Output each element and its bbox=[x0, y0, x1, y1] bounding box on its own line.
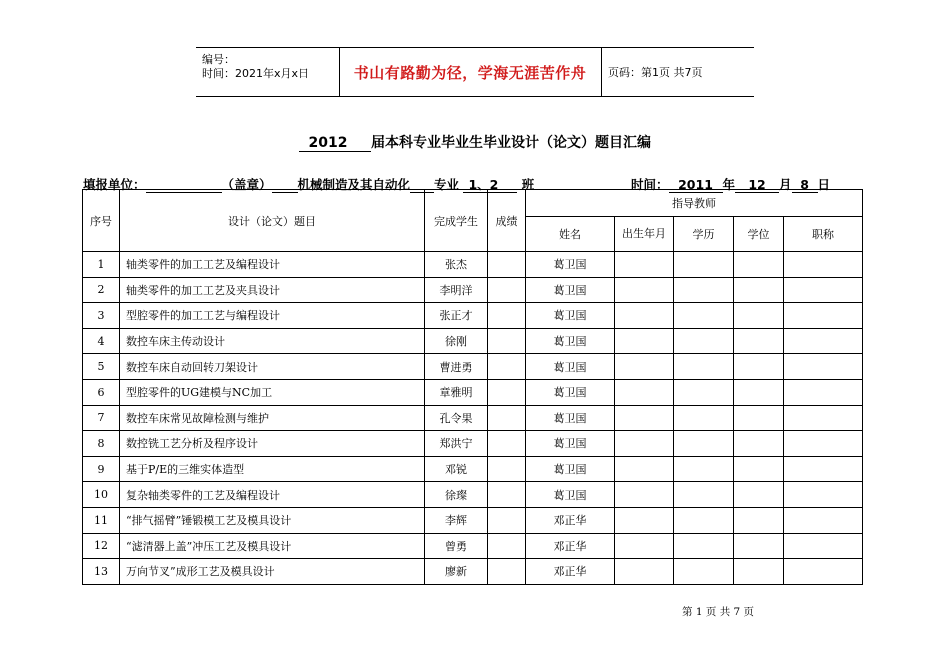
cell-topic: 型腔零件的UG建模与NC加工 bbox=[120, 379, 425, 405]
cell-student: 郑洪宁 bbox=[425, 431, 488, 457]
cell-no: 1 bbox=[83, 252, 120, 278]
cell-degree bbox=[734, 277, 784, 303]
cell-grade bbox=[488, 277, 526, 303]
cell-advisor-name: 邓正华 bbox=[526, 507, 615, 533]
cell-title bbox=[784, 431, 863, 457]
day-label: 日 bbox=[817, 177, 831, 192]
cell-education bbox=[674, 252, 734, 278]
header-meta bbox=[196, 48, 340, 96]
cell-title bbox=[784, 354, 863, 380]
table-row bbox=[83, 252, 863, 278]
title-text: 届本科专业毕业生毕业设计（论文）题目汇编 bbox=[371, 135, 651, 151]
cell-no: 5 bbox=[83, 354, 120, 380]
cell-grade bbox=[488, 303, 526, 329]
cell-birth bbox=[615, 303, 674, 329]
class-label: 班 bbox=[521, 177, 535, 192]
table-row bbox=[83, 559, 863, 585]
header-advisor-name: 姓名 bbox=[526, 217, 615, 252]
cell-advisor-name: 葛卫国 bbox=[526, 379, 615, 405]
header-no: 序号 bbox=[83, 190, 120, 252]
cell-no: 2 bbox=[83, 277, 120, 303]
cell-advisor-name: 邓正华 bbox=[526, 559, 615, 585]
header-title: 职称 bbox=[784, 217, 863, 252]
cell-advisor-name: 葛卫国 bbox=[526, 456, 615, 482]
header-advisor-group: 指导教师 bbox=[526, 190, 863, 217]
cell-no: 9 bbox=[83, 456, 120, 482]
header-student: 完成学生 bbox=[425, 190, 488, 252]
cell-degree bbox=[734, 431, 784, 457]
cell-title bbox=[784, 252, 863, 278]
cell-birth bbox=[615, 456, 674, 482]
document-time-label: 时间：2021年x月x日 bbox=[202, 67, 310, 80]
cell-student: 曹进勇 bbox=[425, 354, 488, 380]
cell-grade bbox=[488, 482, 526, 508]
cell-advisor-name: 葛卫国 bbox=[526, 328, 615, 354]
cell-student: 廖新 bbox=[425, 559, 488, 585]
document-number-label: 编号： bbox=[202, 53, 235, 66]
cell-no: 8 bbox=[83, 431, 120, 457]
cell-grade bbox=[488, 379, 526, 405]
cell-education bbox=[674, 379, 734, 405]
cell-grade bbox=[488, 559, 526, 585]
header-page-label: 页码：第1页 共7页 bbox=[608, 66, 703, 79]
year-value: 2011 bbox=[669, 177, 723, 193]
page-footer: 第 1 页 共 7 页 bbox=[682, 606, 755, 618]
cell-grade bbox=[488, 507, 526, 533]
topics-table bbox=[82, 189, 863, 585]
cell-no: 13 bbox=[83, 559, 120, 585]
cell-title bbox=[784, 405, 863, 431]
cell-grade bbox=[488, 252, 526, 278]
header-topic: 设计（论文）题目 bbox=[120, 190, 425, 252]
cell-degree bbox=[734, 507, 784, 533]
cell-advisor-name: 葛卫国 bbox=[526, 482, 615, 508]
table-row bbox=[83, 431, 863, 457]
cell-student: 张正才 bbox=[425, 303, 488, 329]
cell-birth bbox=[615, 405, 674, 431]
cell-no: 12 bbox=[83, 533, 120, 559]
cell-student: 李明洋 bbox=[425, 277, 488, 303]
cell-topic: “滤清器上盖”冲压工艺及模具设计 bbox=[120, 533, 425, 559]
cell-education bbox=[674, 328, 734, 354]
cell-topic: 数控车床常见故障检测与维护 bbox=[120, 405, 425, 431]
table-row bbox=[83, 456, 863, 482]
cell-topic: 基于P/E的三维实体造型 bbox=[120, 456, 425, 482]
month-value: 12 bbox=[735, 177, 779, 193]
page-title bbox=[0, 132, 950, 152]
cell-birth bbox=[615, 379, 674, 405]
cell-grade bbox=[488, 405, 526, 431]
cell-advisor-name: 葛卫国 bbox=[526, 252, 615, 278]
cell-no: 11 bbox=[83, 507, 120, 533]
cell-student: 曾勇 bbox=[425, 533, 488, 559]
cell-student: 张杰 bbox=[425, 252, 488, 278]
cell-student: 徐刚 bbox=[425, 328, 488, 354]
cell-education bbox=[674, 533, 734, 559]
cell-birth bbox=[615, 328, 674, 354]
cell-no: 3 bbox=[83, 303, 120, 329]
cell-grade bbox=[488, 533, 526, 559]
cell-degree bbox=[734, 303, 784, 329]
cell-advisor-name: 葛卫国 bbox=[526, 277, 615, 303]
cell-topic: 轴类零件的加工工艺及编程设计 bbox=[120, 252, 425, 278]
cell-degree bbox=[734, 559, 784, 585]
cell-topic: 万向节叉”成形工艺及模具设计 bbox=[120, 559, 425, 585]
cell-title bbox=[784, 328, 863, 354]
cell-degree bbox=[734, 354, 784, 380]
table-row bbox=[83, 379, 863, 405]
header-education: 学历 bbox=[674, 217, 734, 252]
cell-topic: 轴类零件的加工工艺及夹具设计 bbox=[120, 277, 425, 303]
table-row bbox=[83, 303, 863, 329]
cell-birth bbox=[615, 252, 674, 278]
cell-birth bbox=[615, 533, 674, 559]
cell-education bbox=[674, 431, 734, 457]
cell-degree bbox=[734, 482, 784, 508]
cell-grade bbox=[488, 354, 526, 380]
cell-education bbox=[674, 277, 734, 303]
table-row bbox=[83, 533, 863, 559]
cell-education bbox=[674, 405, 734, 431]
cell-student: 徐璨 bbox=[425, 482, 488, 508]
cell-title bbox=[784, 507, 863, 533]
cell-advisor-name: 葛卫国 bbox=[526, 431, 615, 457]
table-row bbox=[83, 354, 863, 380]
cell-no: 7 bbox=[83, 405, 120, 431]
stamp-label: （盖章） bbox=[221, 177, 272, 192]
cell-no: 6 bbox=[83, 379, 120, 405]
cell-advisor-name: 葛卫国 bbox=[526, 354, 615, 380]
cell-grade bbox=[488, 328, 526, 354]
header-degree: 学位 bbox=[734, 217, 784, 252]
cell-degree bbox=[734, 379, 784, 405]
cell-no: 4 bbox=[83, 328, 120, 354]
cell-topic: 数控铣工艺分析及程序设计 bbox=[120, 431, 425, 457]
table-row bbox=[83, 507, 863, 533]
document-header bbox=[196, 47, 754, 97]
year-label: 年 bbox=[722, 177, 736, 192]
cell-degree bbox=[734, 252, 784, 278]
table-row bbox=[83, 328, 863, 354]
cell-degree bbox=[734, 456, 784, 482]
title-year: 2012 bbox=[299, 136, 357, 152]
cell-education bbox=[674, 507, 734, 533]
header-motto: 书山有路勤为径，学海无涯苦作舟 bbox=[339, 48, 602, 96]
cell-birth bbox=[615, 431, 674, 457]
cell-title bbox=[784, 277, 863, 303]
cell-title bbox=[784, 559, 863, 585]
cell-title bbox=[784, 482, 863, 508]
day-value: 8 bbox=[792, 177, 818, 193]
cell-education bbox=[674, 303, 734, 329]
cell-birth bbox=[615, 354, 674, 380]
table-row bbox=[83, 482, 863, 508]
cell-degree bbox=[734, 328, 784, 354]
cell-education bbox=[674, 456, 734, 482]
cell-birth bbox=[615, 482, 674, 508]
cell-topic: “排气摇臂”锤锻模工艺及模具设计 bbox=[120, 507, 425, 533]
cell-no: 10 bbox=[83, 482, 120, 508]
cell-grade bbox=[488, 456, 526, 482]
cell-title bbox=[784, 533, 863, 559]
cell-title bbox=[784, 303, 863, 329]
cell-student: 章雅明 bbox=[425, 379, 488, 405]
cell-education bbox=[674, 559, 734, 585]
cell-birth bbox=[615, 277, 674, 303]
cell-student: 李辉 bbox=[425, 507, 488, 533]
cell-student: 邓锐 bbox=[425, 456, 488, 482]
cell-degree bbox=[734, 533, 784, 559]
cell-degree bbox=[734, 405, 784, 431]
cell-advisor-name: 葛卫国 bbox=[526, 303, 615, 329]
cell-topic: 复杂轴类零件的工艺及编程设计 bbox=[120, 482, 425, 508]
table-row bbox=[83, 277, 863, 303]
cell-education bbox=[674, 482, 734, 508]
cell-topic: 数控车床主传动设计 bbox=[120, 328, 425, 354]
header-birth: 出生年月 bbox=[615, 217, 674, 252]
table-row bbox=[83, 405, 863, 431]
major-label: 专业 bbox=[434, 177, 460, 192]
cell-title bbox=[784, 456, 863, 482]
cell-birth bbox=[615, 559, 674, 585]
cell-education bbox=[674, 354, 734, 380]
unit-label: 填报单位： bbox=[83, 177, 146, 192]
cell-advisor-name: 邓正华 bbox=[526, 533, 615, 559]
cell-topic: 数控车床自动回转刀架设计 bbox=[120, 354, 425, 380]
cell-advisor-name: 葛卫国 bbox=[526, 405, 615, 431]
header-grade: 成绩 bbox=[488, 190, 526, 252]
cell-grade bbox=[488, 431, 526, 457]
time-label: 时间： bbox=[631, 177, 669, 192]
month-label: 月 bbox=[779, 177, 792, 192]
cell-topic: 型腔零件的加工工艺与编程设计 bbox=[120, 303, 425, 329]
major-value: 机械制造及其自动化 bbox=[297, 177, 411, 192]
cell-birth bbox=[615, 507, 674, 533]
cell-title bbox=[784, 379, 863, 405]
class-value: 1、2 bbox=[463, 177, 503, 193]
cell-student: 孔令果 bbox=[425, 405, 488, 431]
